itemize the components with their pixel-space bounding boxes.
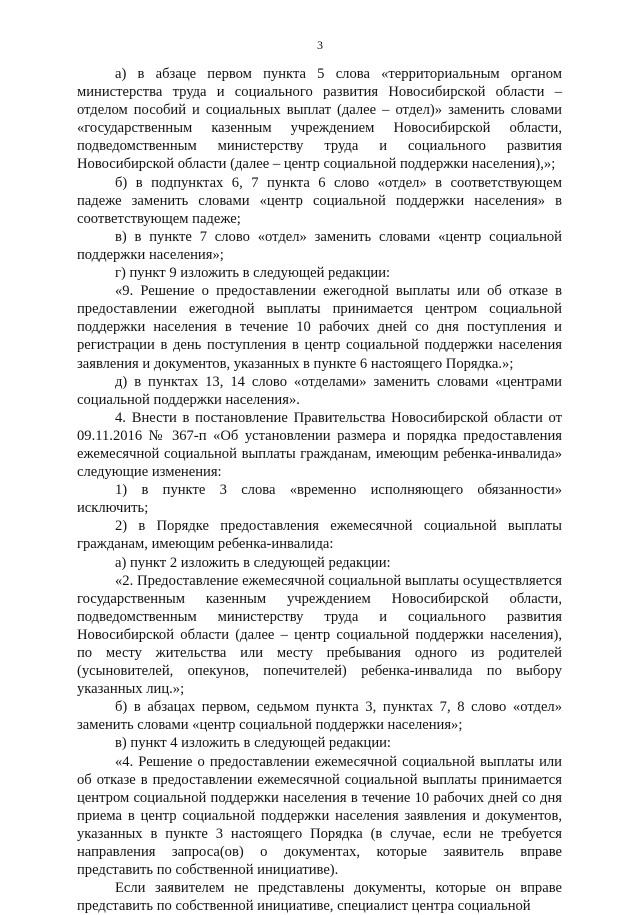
- paragraph-item-2v: в) пункт 4 изложить в следующей редакции:: [115, 735, 391, 752]
- document-body: [77, 65, 562, 915]
- page-number: 3: [317, 38, 323, 52]
- paragraph-section-4: 4. Внести в постановление Правительства Новосибирской области от 09.11.2016 № 367-п «Об установлении размера и порядка предоставления ежемесячной социальной выплаты гражданам, имеющим ребенка-инвалида» следующие изменения:: [77, 409, 562, 481]
- paragraph-continuation: Если заявителем не представлены документы, которые он вправе представить по собственной инициативе, специалист центра социальной: [77, 880, 562, 915]
- paragraph-amendment-d-points-13-14: д) в пунктах 13, 14 слово «отделами» заменить словами «центрами социальной поддержки населения».: [77, 373, 562, 408]
- paragraph-amendment-g-point-9: г) пункт 9 изложить в следующей редакции:: [115, 265, 391, 282]
- paragraph-amendment-a-point-5: а) в абзаце первом пункта 5 слова «территориальным органом министерства труда и социального развития Новосибирской области – отделом пособий и социальных выплат (далее – отдел)» заменить словами «государственным казенным учреждением Новосибирской области, подведомственным министерству труда и социального развития Новосибирской области (далее – центр социальной поддержки населения),»;: [77, 66, 562, 173]
- paragraph-item-2b: б) в абзацах первом, седьмом пункта 3, пунктах 7, 8 слово «отдел» заменить словами «центр социальной поддержки населения»;: [77, 699, 562, 734]
- paragraph-quoted-point-9: «9. Решение о предоставлении ежегодной выплаты или об отказе в предоставлении ежегодной выплаты принимается центром социальной поддержки населения в течение 10 рабочих дней со дня поступления и регистрации в день поступления в центр социальной поддержки населения заявления и документов, указанных в пункте 6 настоящего Порядка.»;: [77, 283, 562, 372]
- paragraph-amendment-v-point-7: в) в пункте 7 слово «отдел» заменить словами «центр социальной поддержки населения»;: [77, 228, 562, 263]
- paragraph-quoted-point-2: «2. Предоставление ежемесячной социальной выплаты осуществляется государственным казенным учреждением Новосибирской области, подведомственным министерству труда и социального развития Новосибирской области (далее – центр социальной поддержки населения), по месту жительства или месту пребывания одного из родителей (усыновителей, опекунов, попечителей) ребенка-инвалида по выбору указанных лиц.»;: [77, 572, 562, 698]
- paragraph-item-2a: а) пункт 2 изложить в следующей редакции:: [115, 554, 391, 571]
- paragraph-amendment-b-point-6: б) в подпунктах 6, 7 пункта 6 слово «отдел» в соответствующем падеже заменить словами «центр социальной поддержки населения» в соответствующем падеже;: [77, 174, 562, 227]
- paragraph-quoted-point-4: «4. Решение о предоставлении ежемесячной социальной выплаты или об отказе в предоставлении ежемесячной социальной выплаты принимается центром социальной поддержки населения в течение 10 рабочих дней со дня приема в центр социальной поддержки населения заявления и документов, указанных в пункте 3 настоящего Порядка (в случае, если не требуется направления запроса(ов) о документах, которые заявитель вправе представить по собственной инициативе).: [77, 753, 562, 879]
- paragraph-item-1: 1) в пункте 3 слова «временно исполняющего обязанности» исключить;: [77, 482, 562, 517]
- paragraph-item-2: 2) в Порядке предоставления ежемесячной социальной выплаты гражданам, имеющим ребенка-инвалида:: [77, 518, 562, 553]
